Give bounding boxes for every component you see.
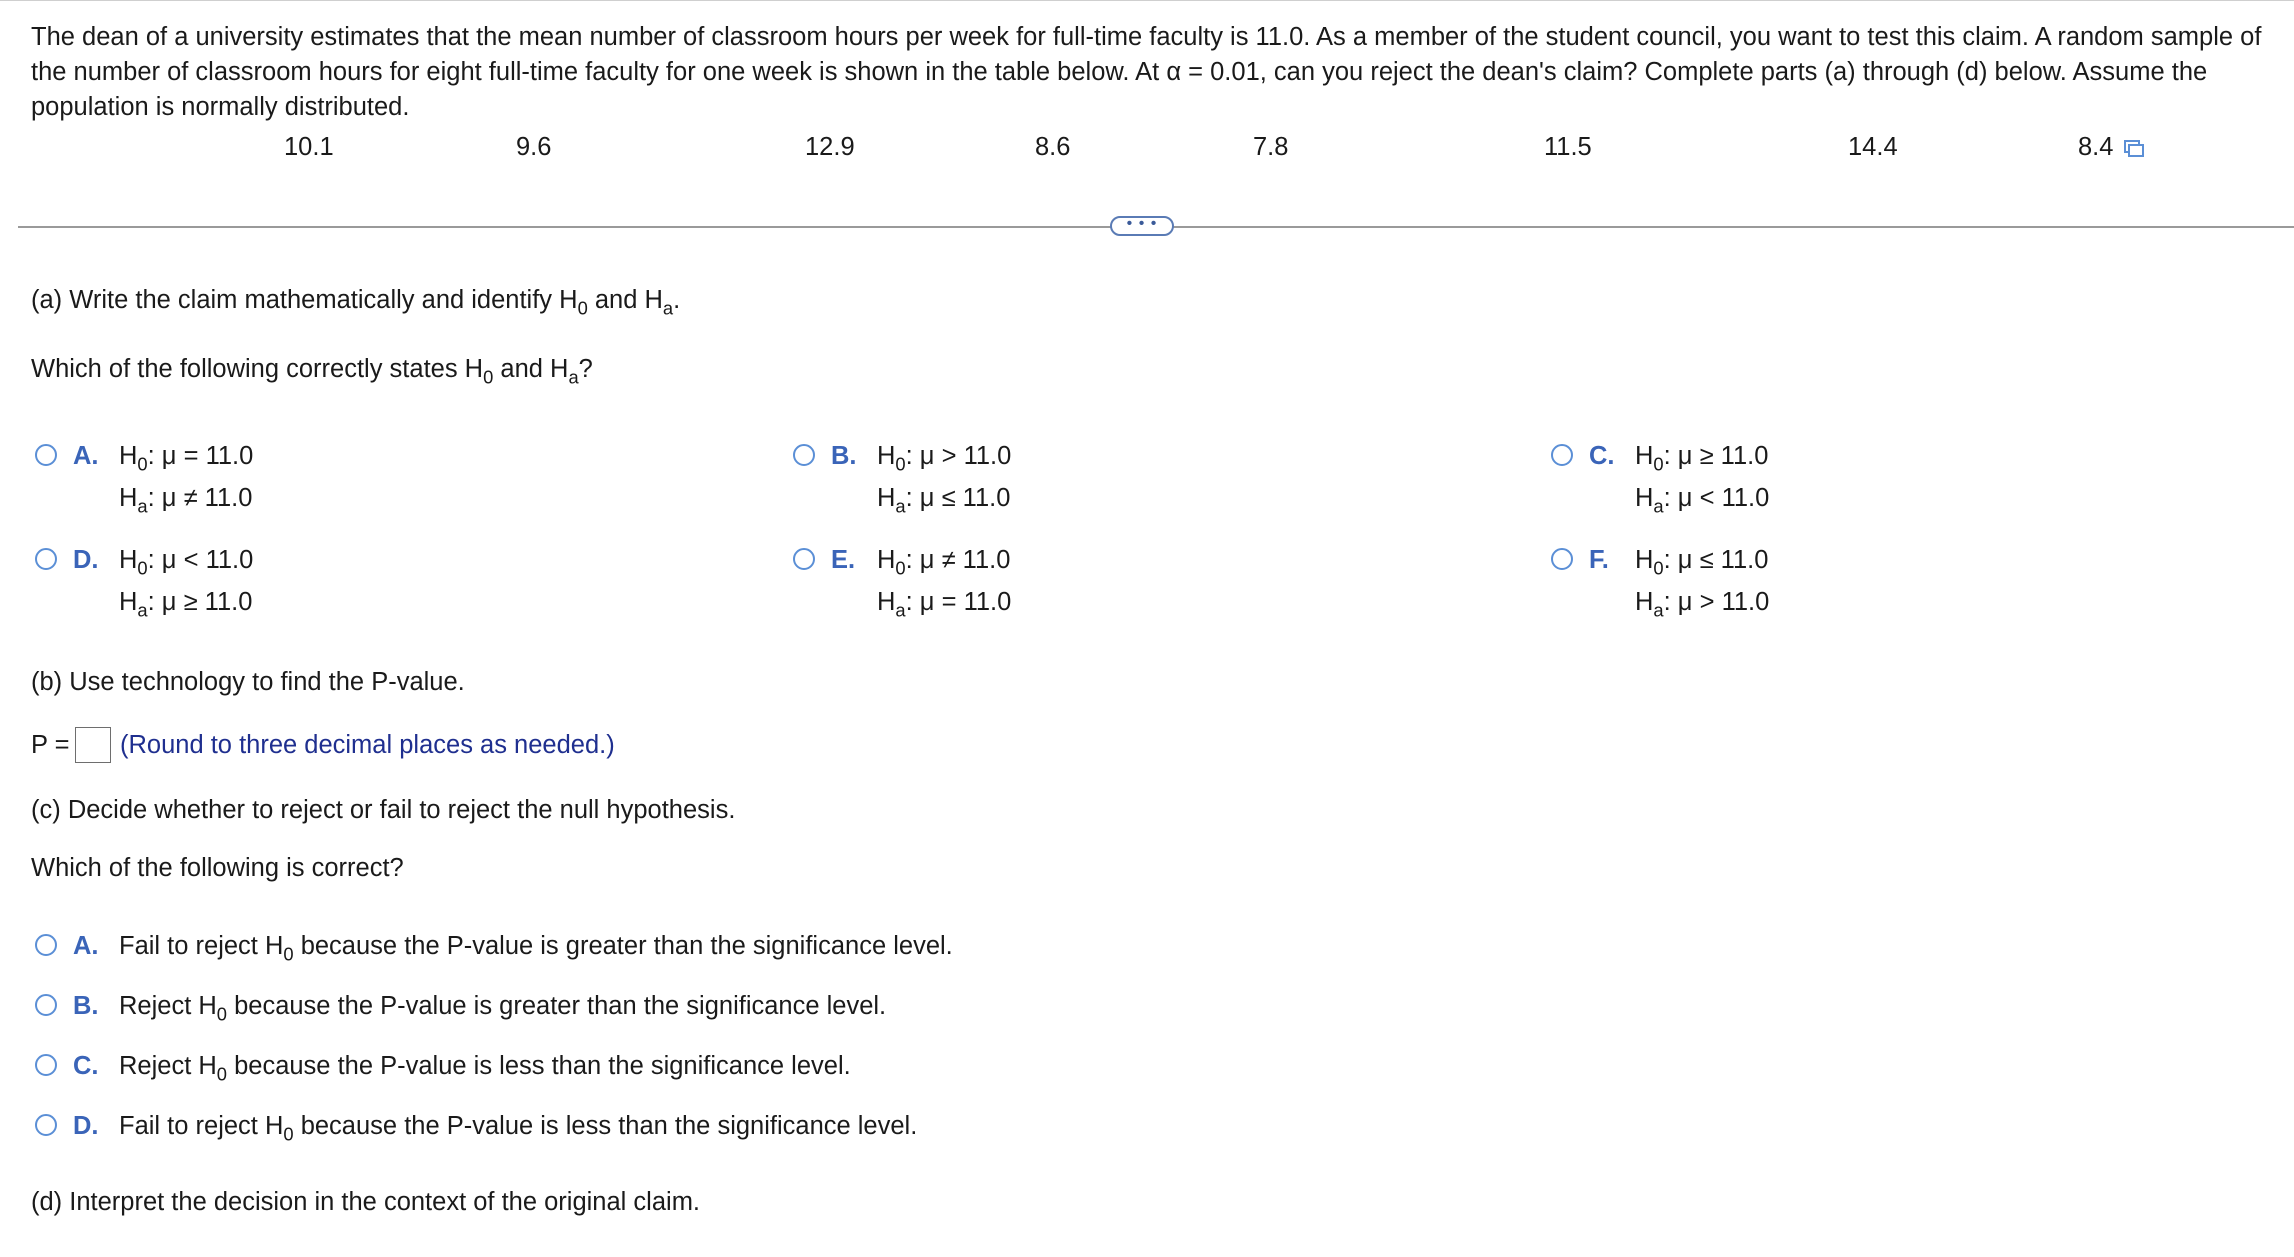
data-value: 9.6 (516, 133, 552, 161)
data-value: 7.8 (1253, 133, 1289, 161)
question-intro: The dean of a university estimates that the mean number of classroom hours per week for full-time faculty is 11.0. As a member of the student council, you want to test this claim. A random sample of the number of classroom hours for eight full-time faculty for one week is shown in the table below. At α = 0.01, can you reject the dean's claim? Complete parts (a) through (d) below. Assume the population is normally distributed. (31, 23, 2262, 121)
alternative-hypothesis: $H_a$: μ ≠ 11.0 (119, 484, 253, 517)
null-hypothesis: $H_0$: μ ≤ 11.0 (1635, 546, 1769, 579)
p-value-input[interactable] (75, 727, 111, 763)
radio-button[interactable] (35, 994, 57, 1016)
decision-text: Fail to reject $H_0$ because the P-value is less than the significance level. (119, 1112, 918, 1145)
radio-button[interactable] (793, 548, 815, 570)
radio-button[interactable] (35, 1054, 57, 1076)
top-border (0, 0, 2294, 1)
radio-button[interactable] (35, 934, 57, 956)
radio-button[interactable] (35, 444, 57, 466)
radio-button[interactable] (35, 1114, 57, 1136)
part-c-title: (c) Decide whether to reject or fail to reject the null hypothesis. (31, 796, 736, 824)
alternative-hypothesis: $H_a$: μ = 11.0 (877, 588, 1012, 621)
data-value: 8.6 (1035, 133, 1071, 161)
p-value-label: P = (31, 731, 70, 759)
decision-text: Reject $H_0$ because the P-value is greater than the significance level. (119, 992, 887, 1025)
rounding-hint: (Round to three decimal places as needed.) (120, 731, 615, 759)
alternative-hypothesis: $H_a$: μ ≤ 11.0 (877, 484, 1011, 517)
data-value: 8.4 (2078, 133, 2114, 161)
data-value: 11.5 (1544, 133, 1592, 161)
alternative-hypothesis: $H_a$: μ ≥ 11.0 (119, 588, 253, 621)
null-hypothesis: $H_0$: μ ≥ 11.0 (1635, 442, 1769, 475)
null-hypothesis: $H_0$: μ < 11.0 (119, 546, 254, 579)
null-hypothesis: $H_0$: μ ≠ 11.0 (877, 546, 1011, 579)
part-d-title: (d) Interpret the decision in the context of the original claim. (31, 1188, 701, 1216)
radio-button[interactable] (35, 548, 57, 570)
alternative-hypothesis: $H_a$: μ < 11.0 (1635, 484, 1770, 517)
alternative-hypothesis: $H_a$: μ > 11.0 (1635, 588, 1770, 621)
part-a-title: (a) Write the claim mathematically and identify $H_0$ and $H_a$. (31, 286, 681, 319)
more-button[interactable]: • • • (1110, 216, 1174, 236)
part-b-title: (b) Use technology to find the P-value. (31, 668, 465, 696)
part-c-question: Which of the following is correct? (31, 854, 404, 882)
null-hypothesis: $H_0$: μ = 11.0 (119, 442, 254, 475)
copy-data-icon[interactable] (2124, 138, 2144, 158)
data-value: 14.4 (1848, 133, 1898, 161)
radio-button[interactable] (793, 444, 815, 466)
data-value: 12.9 (805, 133, 855, 161)
decision-text: Reject $H_0$ because the P-value is less than the significance level. (119, 1052, 851, 1085)
radio-button[interactable] (1551, 548, 1573, 570)
part-a-question: Which of the following correctly states $H_0$ and $H_a$? (31, 355, 593, 388)
decision-text: Fail to reject $H_0$ because the P-value is greater than the significance level. (119, 932, 953, 965)
radio-button[interactable] (1551, 444, 1573, 466)
data-value: 10.1 (284, 133, 334, 161)
null-hypothesis: $H_0$: μ > 11.0 (877, 442, 1012, 475)
